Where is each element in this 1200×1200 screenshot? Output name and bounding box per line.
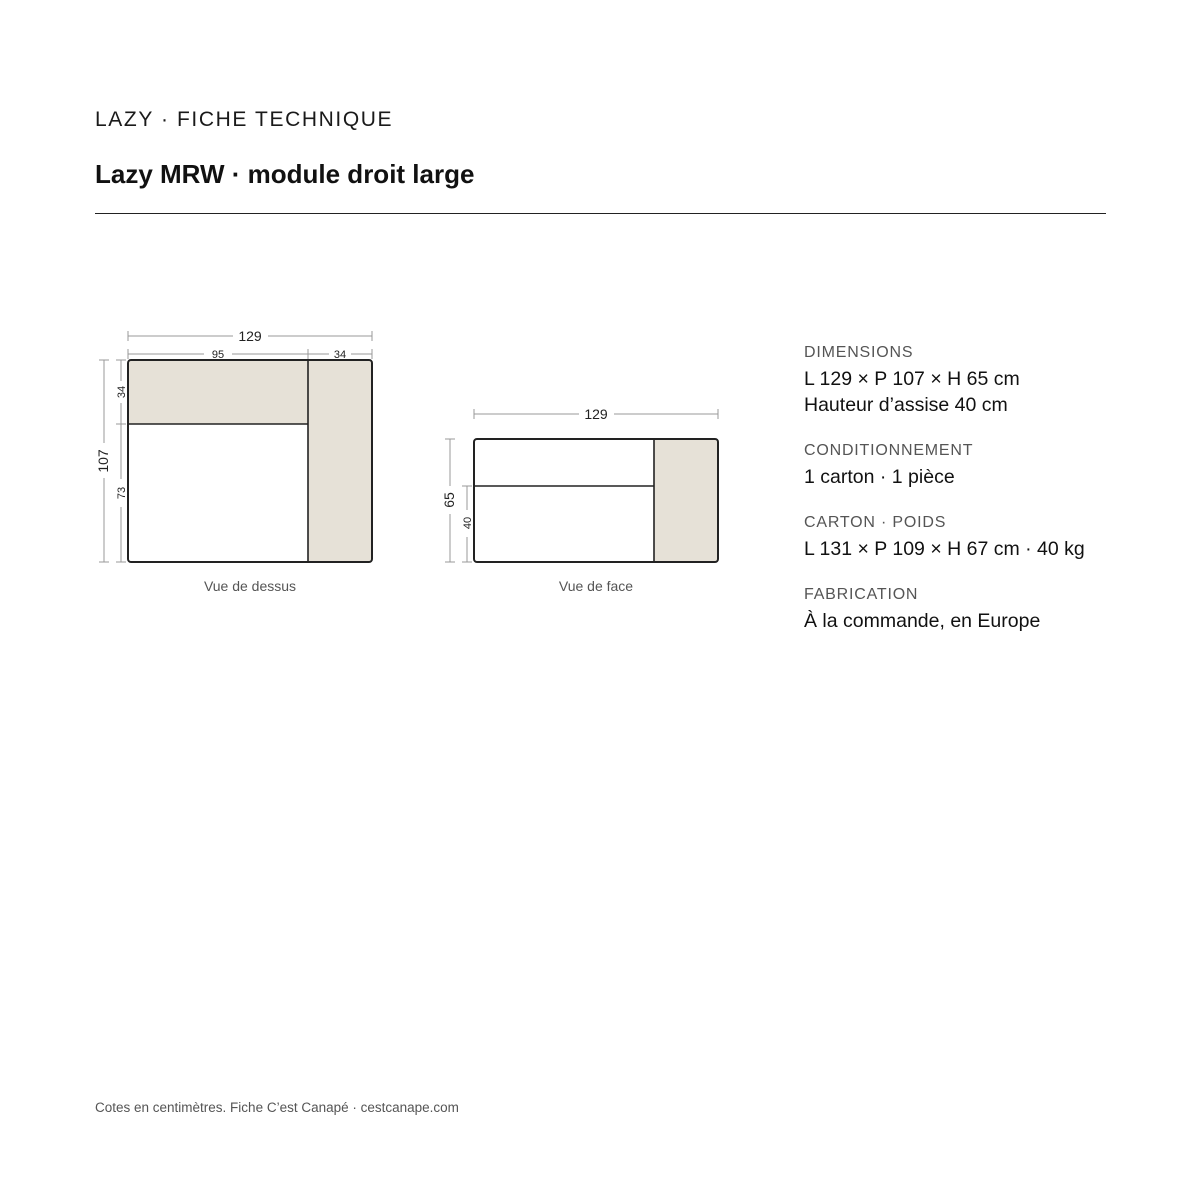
dim-label-front-total-width: 129 (584, 406, 608, 422)
dim-label-top-seat-depth: 73 (116, 486, 128, 500)
spec-carton-weight (804, 514, 1164, 562)
spec-value: L 131 × P 109 × H 67 cm · 40 kg (804, 538, 1085, 560)
spec-label: DIMENSIONS (804, 344, 914, 361)
dim-label-top-seat-width: 95 (211, 349, 225, 361)
top-view (95, 328, 372, 594)
top-view-armrest (308, 360, 372, 562)
top-view-seat (128, 424, 308, 562)
product-title: Lazy MRW · module droit large (95, 159, 475, 189)
spec-value: À la commande, en Europe (804, 610, 1041, 632)
spec-label: FABRICATION (804, 586, 919, 603)
dim-label-top-back-depth: 34 (116, 385, 128, 399)
document-kicker: LAZY · FICHE TECHNIQUE (95, 108, 394, 131)
front-view-caption: Vue de face (558, 578, 634, 594)
dim-label-top-total-depth: 107 (95, 449, 111, 473)
dim-label-front-total-height: 65 (441, 492, 457, 508)
spec-dimensions (804, 344, 1164, 418)
footer-note: Cotes en centimètres. Fiche C’est Canapé · cestcanape.com (95, 1100, 459, 1115)
top-view-caption: Vue de dessus (203, 578, 297, 594)
spec-packaging (804, 442, 1164, 490)
spec-value: Hauteur d’assise 40 cm (804, 394, 1008, 416)
spec-manufacturing (804, 586, 1164, 634)
dim-label-top-total-width: 129 (238, 328, 262, 344)
top-view-back-cushion (128, 360, 308, 424)
dim-label-top-arm-width: 34 (333, 349, 347, 361)
front-view (441, 406, 718, 594)
spec-label: CARTON · POIDS (804, 514, 947, 531)
front-view-armrest (654, 439, 718, 562)
specifications-panel (804, 344, 1164, 658)
spec-value: 1 carton · 1 pièce (804, 466, 955, 488)
spec-label: CONDITIONNEMENT (804, 442, 974, 459)
dim-label-front-seat-height: 40 (462, 516, 474, 530)
spec-value: L 129 × P 107 × H 65 cm (804, 368, 1020, 390)
